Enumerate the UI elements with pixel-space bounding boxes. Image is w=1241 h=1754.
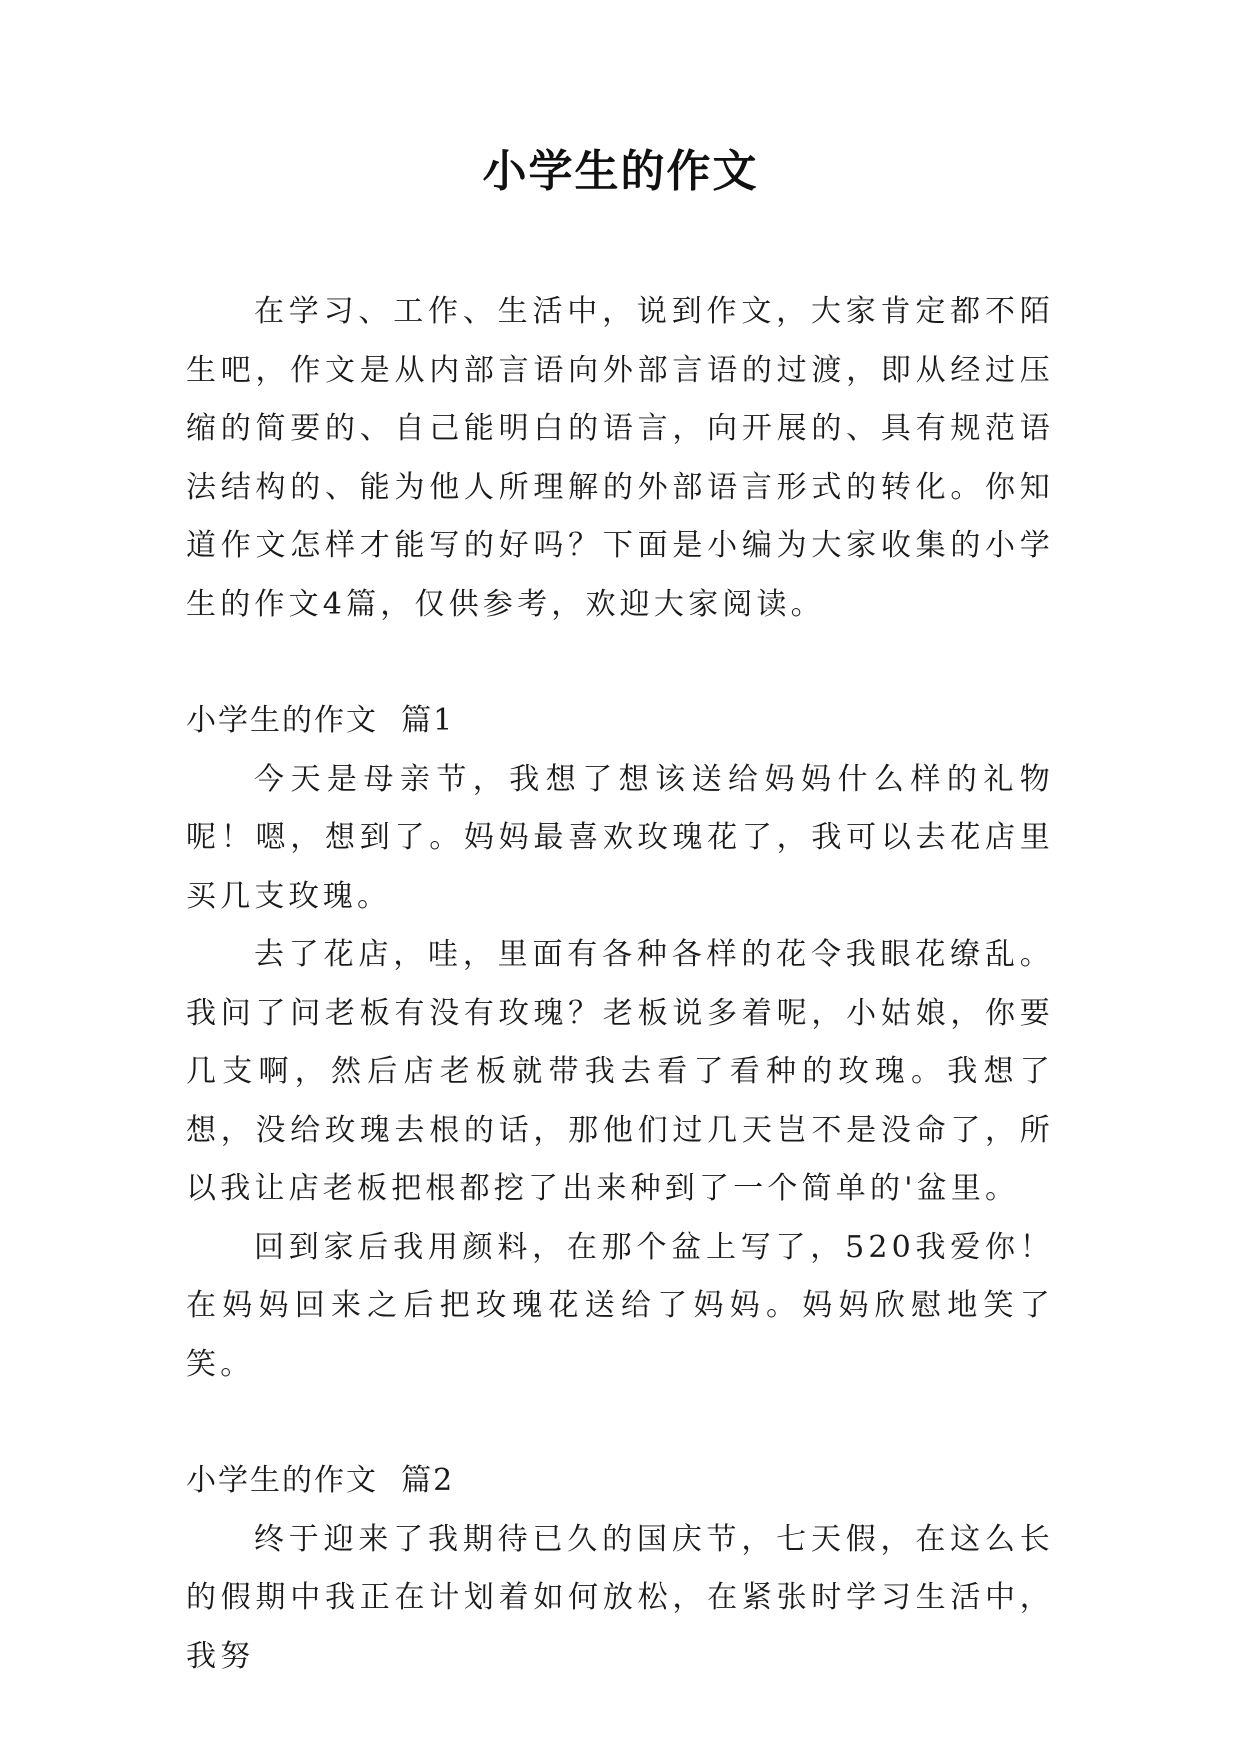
section-paragraph: 终于迎来了我期待已久的国庆节，七天假，在这么长的假期中我正在计划着如何放松，在紧张时学习生活中，我努 <box>186 1521 1054 1674</box>
spacer <box>186 1394 1054 1452</box>
document-body <box>186 283 1054 1686</box>
document-title: 小学生的作文 <box>482 146 759 197</box>
section-2 <box>186 1452 1054 1686</box>
section-1 <box>186 692 1054 1394</box>
section-paragraph: 今天是母亲节，我想了想该送给妈妈什么样的礼物呢！嗯，想到了。妈妈最喜欢玫瑰花了，我可以去花店里买几支玫瑰。 <box>186 761 1054 914</box>
section-paragraph: 回到家后我用颜料，在那个盆上写了，520我爱你！在妈妈回来之后把玫瑰花送给了妈妈。妈妈欣慰地笑了笑。 <box>186 1229 1054 1382</box>
section-paragraph: 去了花店，哇，里面有各种各样的花令我眼花缭乱。我问了问老板有没有玫瑰？老板说多着呢，小姑娘，你要几支啊，然后店老板就带我去看了看种的玫瑰。我想了想，没给玫瑰去根的话，那他们过几天岂不是没命了，所以我让店老板把根都挖了出来种到了一个简单的'盆里。 <box>186 937 1054 1206</box>
section-heading: 小学生的作文 篇2 <box>186 1463 455 1498</box>
section-heading: 小学生的作文 篇1 <box>186 703 455 738</box>
spacer <box>186 634 1054 692</box>
intro-paragraph: 在学习、工作、生活中，说到作文，大家肯定都不陌生吧，作文是从内部言语向外部言语的过渡，即从经过压缩的简要的、自己能明白的语言，向开展的、具有规范语法结构的、能为他人所理解的外部语言形式的转化。你知道作文怎样才能写的好吗？下面是小编为大家收集的小学生的作文4篇，仅供参考，欢迎大家阅读。 <box>186 294 1054 622</box>
